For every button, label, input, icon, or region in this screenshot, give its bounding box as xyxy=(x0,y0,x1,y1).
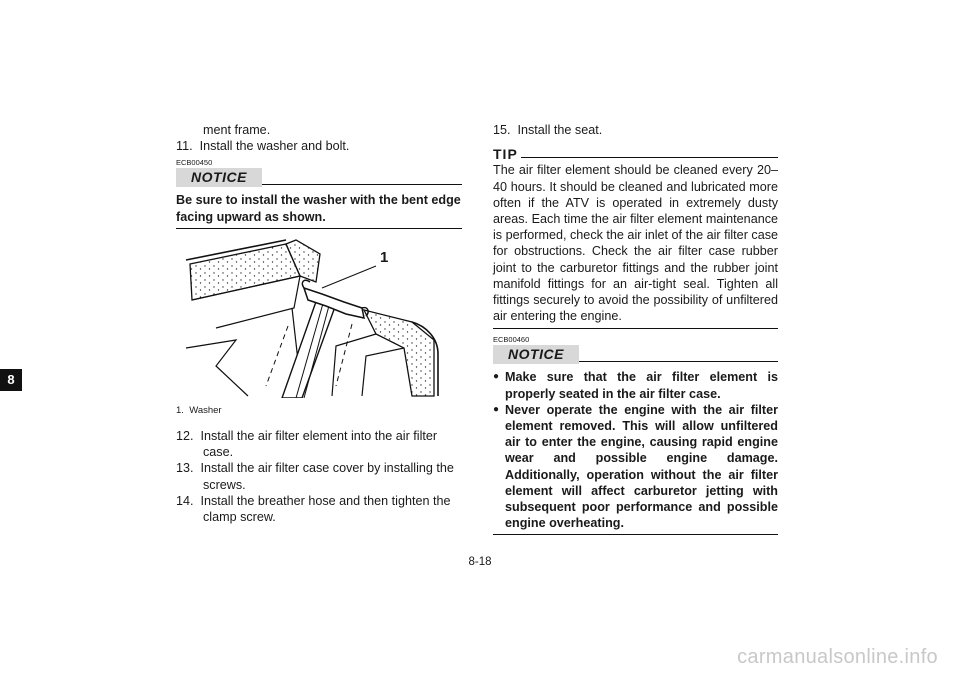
chapter-tab: 8 xyxy=(0,369,22,391)
list-item: ● Never operate the engine with the air filter element removed. This will allow unfiltered air to enter the engine, causing rapid engine wear and possible engine damage. Additionally, operation without the air filter element will affect carburetor jetting with subsequent poor performance and possible engine overheating. xyxy=(493,402,778,532)
list-item: ● Make sure that the air filter element is properly seated in the air filter case. xyxy=(493,369,778,401)
left-column xyxy=(176,122,462,525)
notice-text: Be sure to install the washer with the bent edge facing upward as shown. xyxy=(176,192,462,228)
notice-header xyxy=(176,168,462,187)
notice-header-2 xyxy=(493,345,778,364)
step-11: 11. Install the washer and bolt. xyxy=(176,139,350,154)
notice-badge: NOTICE xyxy=(176,168,262,187)
right-column xyxy=(493,122,778,535)
tip-text: The air filter element should be cleaned every 20–40 hours. It should be cleaned and lubricated more often if the ATV is operated in extremely dusty areas. Each time the air filter element maintenance is performed, check the air inlet of the air filter case for obstructions. Check the air filter case rubber joint to the carburetor fittings and the rubber joint manifold fittings for an air-tight seal. Tighten all fittings securely to avoid the possibility of unfiltered air entering the engine. xyxy=(493,162,778,329)
tip-rule xyxy=(521,157,778,158)
notice-code: ECB00450 xyxy=(176,158,213,168)
page-number: 8-18 xyxy=(468,556,492,568)
callout-number: 1 xyxy=(380,248,389,266)
watermark: carmanualsonline.info xyxy=(737,646,938,668)
step-12: 12. Install the air filter element into the air filter case. xyxy=(176,429,438,460)
notice-rule xyxy=(262,184,462,185)
step-14: 14. Install the breather hose and then tighten the clamp screw. xyxy=(176,493,451,525)
notice-bullet-list xyxy=(493,369,778,535)
notice-badge-2: NOTICE xyxy=(493,345,579,364)
washer-illustration xyxy=(176,236,462,398)
washer-diagram xyxy=(176,236,462,398)
step-13: 13. Install the air filter case cover by installing the screws. xyxy=(176,461,454,492)
notice-code-2: ECB00460 xyxy=(493,335,530,345)
continued-step-text: ment frame. xyxy=(203,123,271,137)
notice-rule-2 xyxy=(579,361,778,362)
tip-header xyxy=(493,146,778,162)
figure-caption: 1. Washer xyxy=(176,404,222,416)
tip-label: TIP xyxy=(493,146,518,163)
step-15: 15. Install the seat. xyxy=(493,123,603,137)
